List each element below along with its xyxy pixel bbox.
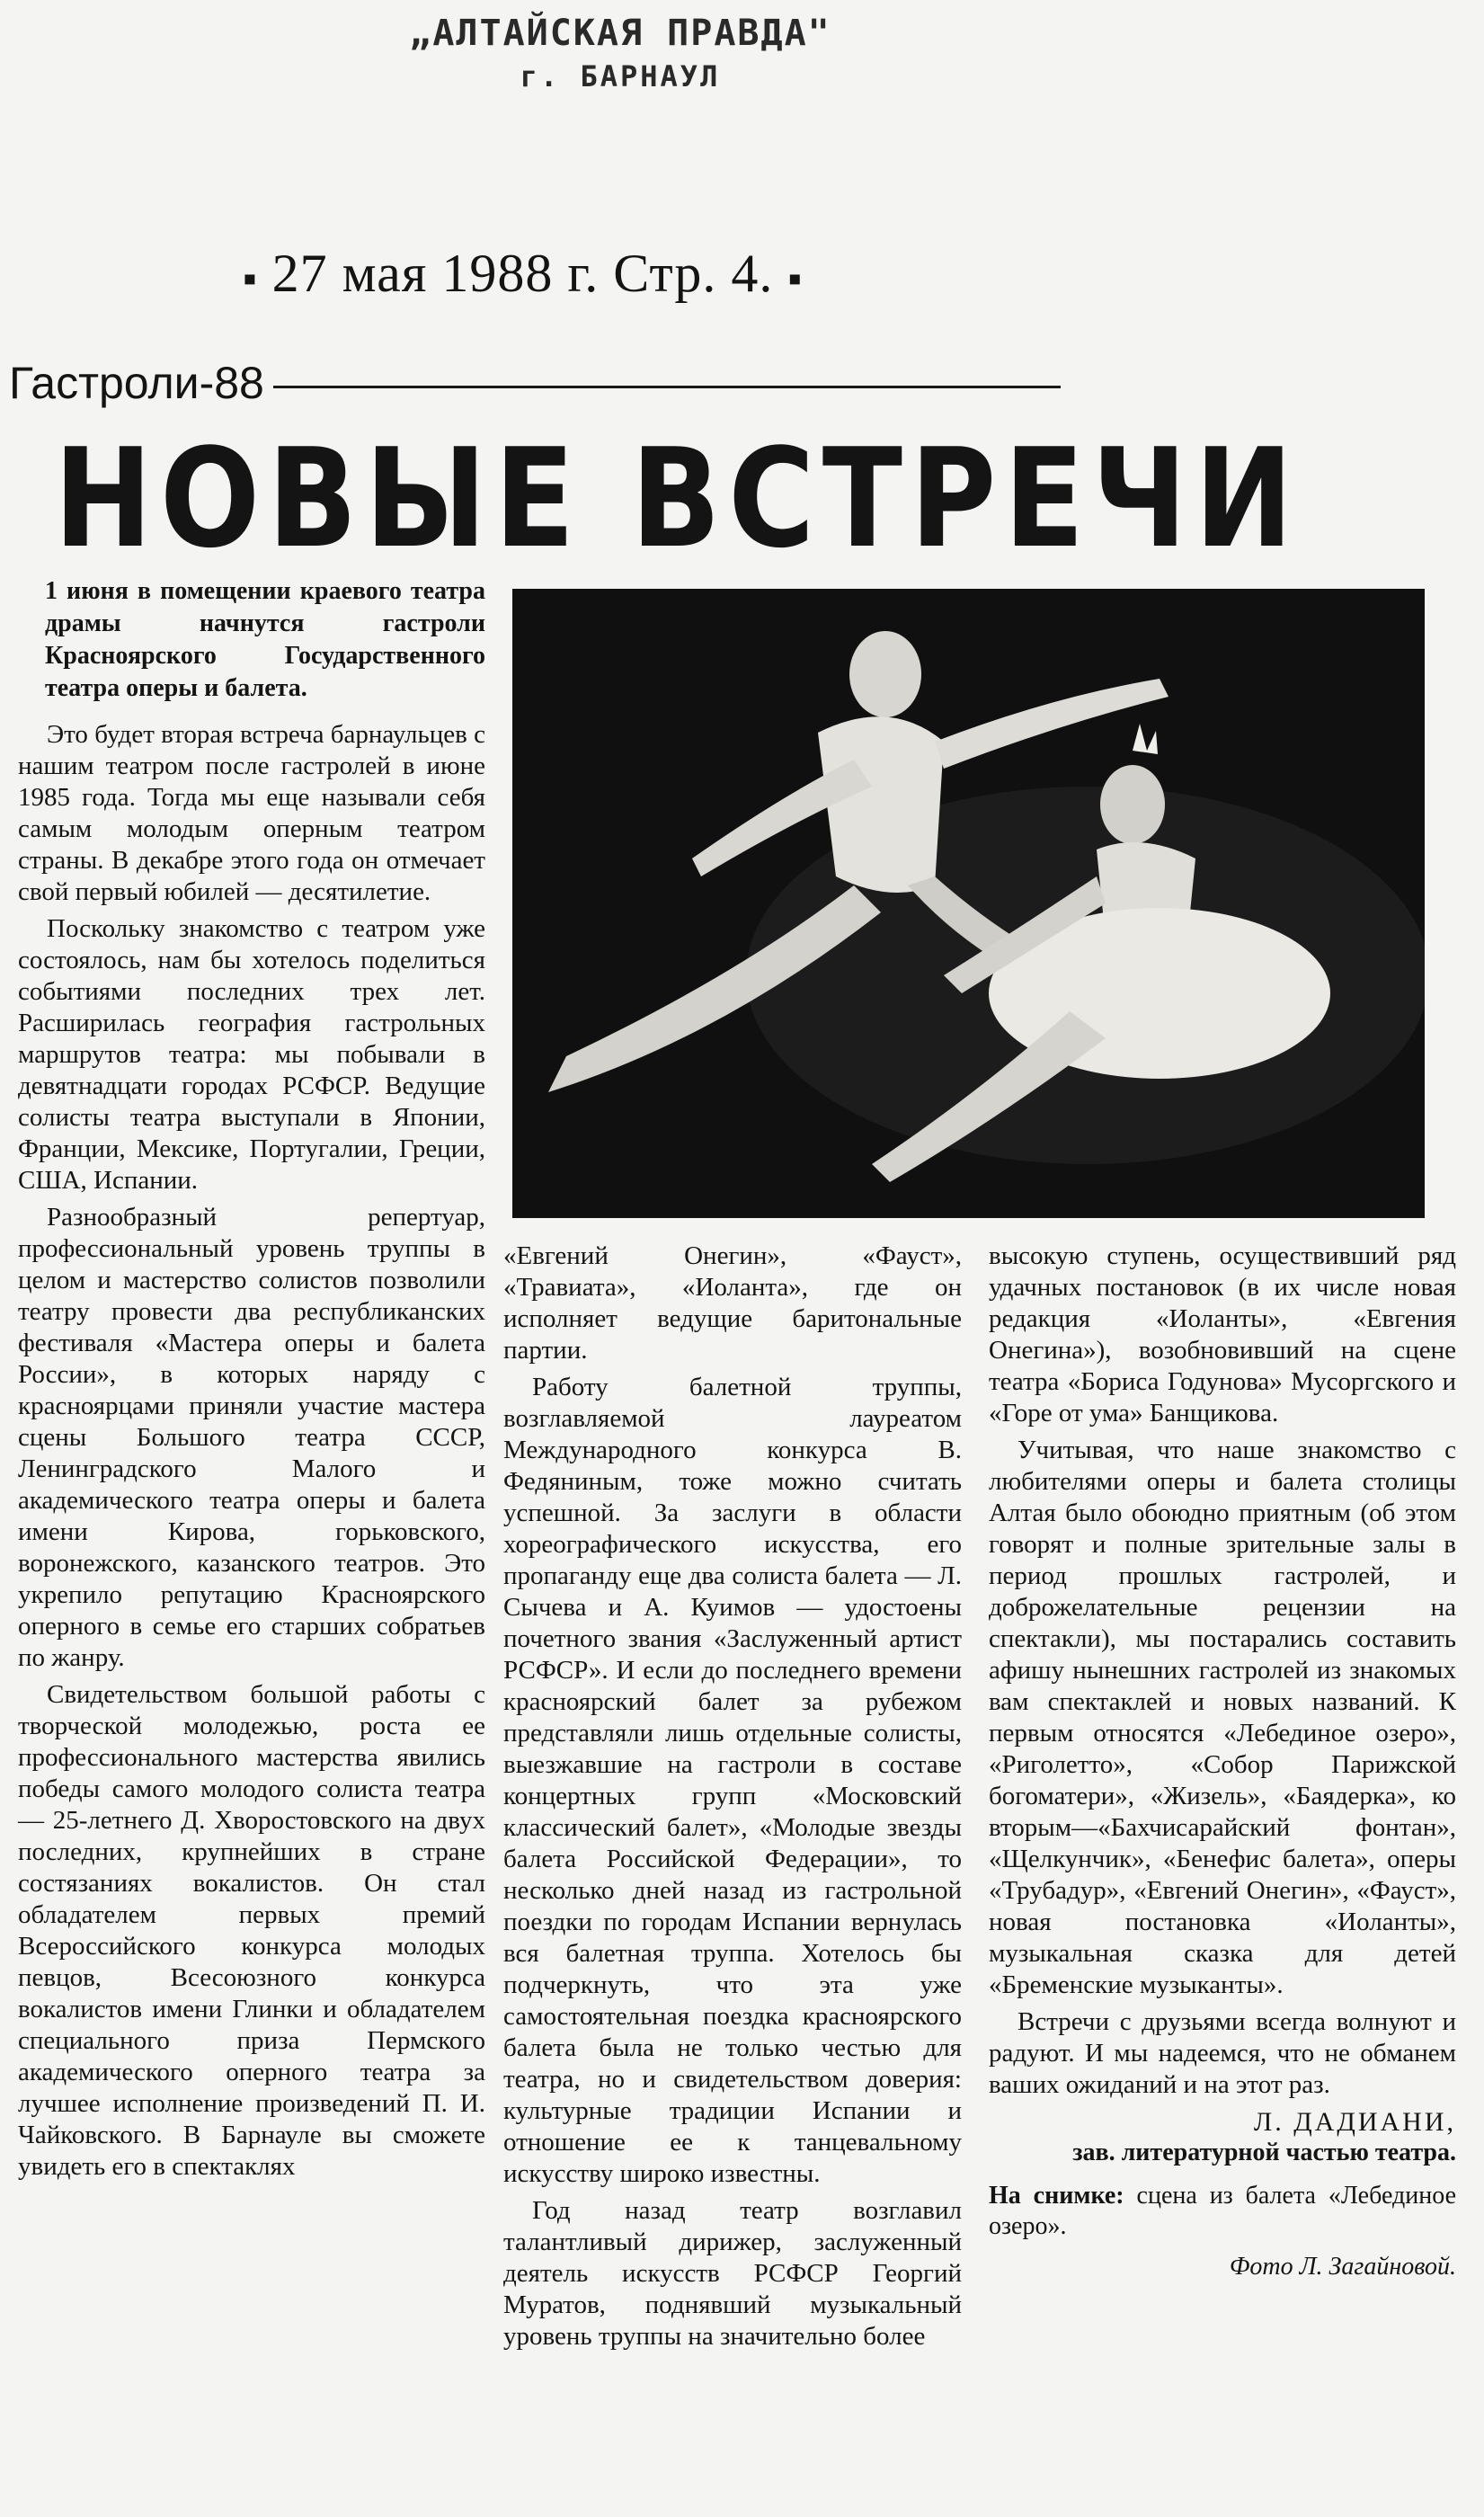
lead-paragraph: 1 июня в помещении краевого театра драмы начнутся гастроли Красноярского Государственного театра оперы и балета. (45, 577, 485, 702)
dateline (243, 243, 803, 305)
paragraph: Год назад театр возглавил талантливый дирижер, заслуженный деятель искусств РСФСР Георгий Муратов, поднявший музыкальный уровень труппы на значительно более (503, 2196, 962, 2351)
paragraph: Учитывая, что наше знакомство с любителями оперы и балета столицы Алтая было обоюдно приятным (об этом говорят и полные зрительные залы в период прошлых гастролей, и доброжелательные рецензии на спектакли), мы постарались составить афишу нынешних гастролей из знакомых вам спектаклей и новых названий. К первым относятся «Лебединое озеро», «Риголетто», «Собор Парижской богоматери», «Жизель», «Баядерка», ко вторым—«Бахчисарайский фонтан», «Щелкунчик», «Бенефис балета», оперы «Трубадур», «Евгений Онегин», «Фауст», новая постановка «Иоланты», музыкальная сказка для детей «Бременские музыканты». (989, 1436, 1456, 1999)
rubric-label: Гастроли-88 (9, 358, 264, 408)
paragraph: Это будет вторая встреча барнаульцев с нашим театром после гастролей в июне 1985 года. Тогда мы еще называли себя самым молодым оперным театром страны. В декабре этого года он отмечает свой первый юбилей — десятилетие. (18, 720, 485, 906)
stamp-city: г. БАРНАУЛ (520, 59, 721, 93)
headline: НОВЫЕ ВСТРЕЧИ (54, 419, 1302, 578)
paragraph: Работу балетной труппы, возглавляемой лауреатом Международного конкурса В. Федяниным, тоже можно считать успешной. За заслуги в области хореографического искусства, его пропаганду еще два солиста балета — Л. Сычева и А. Куимов — удостоены почетного звания «Заслуженный артист РСФСР». И если до последнего времени красноярский балет за рубежом представляли лишь отдельные солисты, выезжавшие на гастроли в составе концертных групп «Московский классический балет», «Молодые звезды балета Российской Федерации», то несколько дней назад из гастрольной поездки по городам Испании вернулась вся балетная труппа. Хотелось бы подчеркнуть, что эта уже самостоятельная поездка красноярского балета была не только честью для театра, но и свидетельством доверия: культурные традиции Испании и отношение ее к танцевальному искусству широко известны. (503, 1373, 962, 2188)
paragraph: «Евгений Онегин», «Фауст», «Травиата», «Иоланта», где он исполняет ведущие баритональные партии. (503, 1241, 962, 1365)
rubric (9, 358, 1061, 408)
caption-text: сцена из балета «Лебединое озеро». (989, 2182, 1457, 2240)
article-column-3 (989, 1241, 1456, 2282)
photo-caption (989, 2181, 1456, 2242)
author-signature (989, 2106, 1456, 2168)
date-marker-right: ▪ (787, 256, 804, 301)
date-marker-left: ▪ (243, 256, 258, 301)
article-column-2 (503, 1241, 962, 2358)
stamp-paper-name: „АЛТАЙСКАЯ ПРАВДА" (409, 13, 831, 54)
author-name: Л. ДАДИАНИ, (1253, 2107, 1456, 2137)
paragraph: Поскольку знакомство с театром уже состоялось, нам бы хотелось поделиться событиями последних трех лет. Расширилась география гастрольных маршрутов театра: мы побывали в девятнадцати городах РСФСР. Ведущие солисты театра выступали в Японии, Франции, Мексике, Португалии, Греции, США, Испании. (18, 914, 485, 1195)
ballet-dancers-image (512, 589, 1425, 1218)
caption-label: На снимке: (989, 2182, 1124, 2210)
archive-stamp (387, 13, 854, 93)
rubric-rule (273, 386, 1061, 388)
photo-credit: Фото Л. Загайновой. (1229, 2253, 1456, 2281)
dateline-text: 27 мая 1988 г. Стр. 4. (271, 244, 774, 303)
paragraph: Встречи с друзьями всегда волнуют и радуют. И мы надеемся, что не обманем ваших ожиданий и на этот раз. (989, 2007, 1456, 2099)
paragraph: Свидетельством большой работы с творческой молодежью, роста ее профессионального мастерства явились победы самого молодого солиста театра — 25-летнего Д. Хворостовского на двух последних, крупнейших в стране состязаниях вокалистов. Он стал обладателем первых премий Всероссийского конкурса молодых певцов, Всесоюзного конкурса вокалистов имени Глинки и обладателем специального приза Пермского академического оперного театра за лучшее исполнение произведений П. И. Чайковского. В Барнауле вы сможете увидеть его в спектаклях (18, 1680, 485, 2181)
paragraph: Разнообразный репертуар, профессиональный уровень труппы в целом и мастерство солистов позволили театру провести два республиканских фестиваля «Мастера оперы и балета России», в которых наряду с красноярцами приняли участие мастера сцены Большого театра СССР, Ленинградского Малого и академического театра оперы и балета имени Кирова, горьковского, воронежского, казанского театров. Это укрепило репутацию Красноярского оперного в семье его старших собратьев по жанру. (18, 1203, 485, 1672)
article-column-1 (18, 719, 485, 2188)
author-role: зав. литературной частью театра. (1072, 2139, 1456, 2166)
paragraph: высокую ступень, осуществивший ряд удачных постановок (в их числе новая редакция «Иоланты», «Евгения Онегина»), возобновивший на сцене театра «Бориса Годунова» Мусоргского и «Горе от ума» Банщикова. (989, 1241, 1456, 1427)
ballet-photo (512, 589, 1425, 1218)
